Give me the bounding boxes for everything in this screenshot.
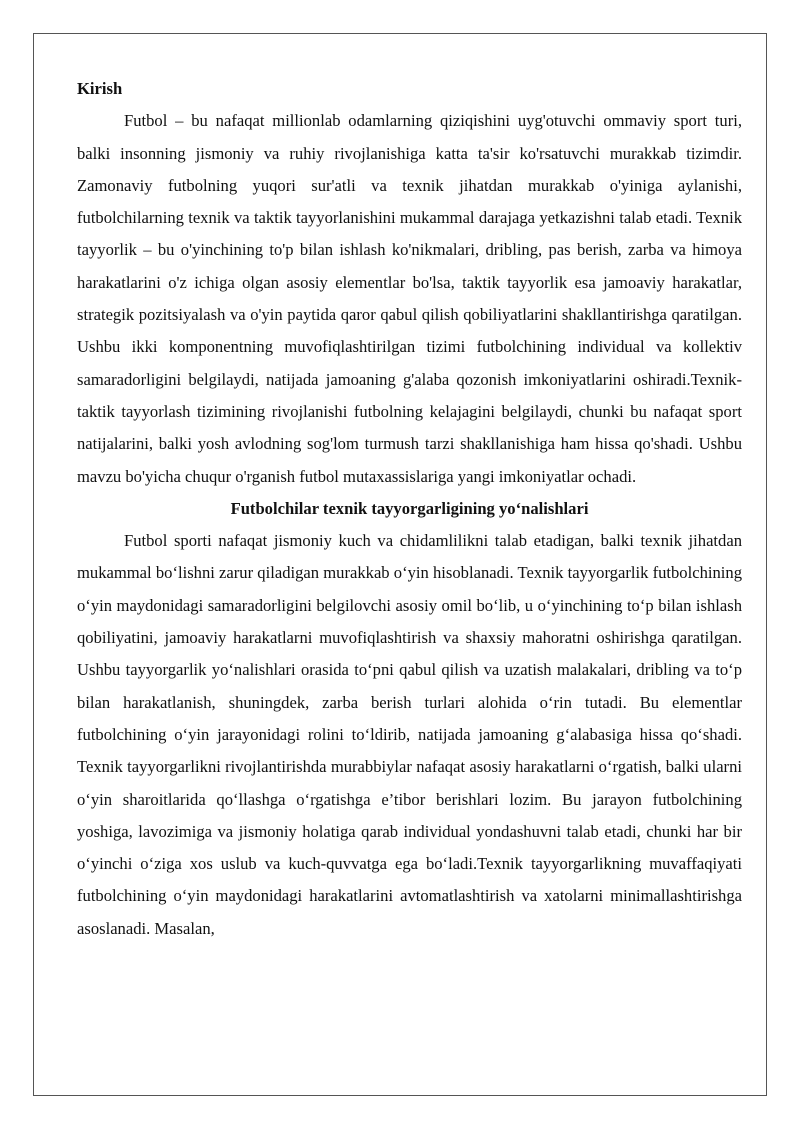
intro-paragraph: Futbol – bu nafaqat millionlab odamlarning qiziqishini uyg'otuvchi ommaviy sport turi, balki insonning jismoniy va ruhiy rivojlanishiga katta ta'sir ko'rsatuvchi murakkab tizimdir. Zamonaviy futbolning yuqori sur'atli va texnik jihatdan murakkab o'yiniga aylanishi, futbolchilarning texnik va taktik tayyorlanishini mukammal darajaga yetkazishni talab etadi. Texnik tayyorlik – bu o'yinchining to'p bilan ishlash ko'nikmalari, dribling, pas berish, zarba va himoya harakatlarini o'z ichiga olgan asosiy elementlar bo'lsa, taktik tayyorlik esa jamoaviy harakatlar, strategik pozitsiyalash va o'yin paytida qaror qabul qilish qobiliyatlarini shakllantirishga qaratilgan. Ushbu ikki komponentning muvofiqlashtirilgan tizimi futbolchining individual va kollektiv samaradorligini belgilaydi, natijada jamoaning g'alaba qozonish imkoniyatlarini oshiradi.Texnik-taktik tayyorlash tizimining rivojlanishi futbolning kelajagini belgilaydi, chunki bu nafaqat sport natijalarini, balki yosh avlodning sog'lom turmush tarzi shakllanishiga ham hissa qo'shadi. Ushbu mavzu bo'yicha chuqur o'rganish futbol mutaxassislariga yangi imkoniyatlar ochadi. [77, 111, 742, 486]
section-paragraph: Futbol sporti nafaqat jismoniy kuch va chidamlilikni talab etadigan, balki texnik jihatdan mukammal bo‘lishni zarur qiladigan murakkab o‘yin hisoblanadi. Texnik tayyorgarlik futbolchining o‘yin maydonidagi samaradorligini belgilovchi asosiy omil bo‘lib, u o‘yinchining to‘p bilan ishlash qobiliyatini, jamoaviy harakatlarni muvofiqlashtirish va shaxsiy mahoratni oshirishga qaratilgan. Ushbu tayyorgarlik yo‘nalishlari orasida to‘pni qabul qilish va uzatish malakalari, dribling va to‘p bilan harakatlanish, shuningdek, zarba berish turlari alohida o‘rin tutadi. Bu elementlar futbolchining o‘yin jarayonidagi rolini to‘ldirib, natijada jamoaning g‘alabasiga hissa qo‘shadi. Texnik tayyorgarlikni rivojlantirishda murabbiylar nafaqat asosiy harakatlarni o‘rgatish, balki ularni o‘yin sharoitlarida qo‘llashga o‘rgatishga e’tibor berishlari lozim. Bu jarayon futbolchining yoshiga, lavozimiga va jismoniy holatiga qarab individual yondashuvni talab etadi, chunki har bir o‘yinchi o‘ziga xos uslub va kuch-quvvatga ega bo‘ladi.Texnik tayyorgarlikning muvaffaqiyati futbolchining o‘yin maydonidagi harakatlarini avtomatlashtirish va xatolarni minimallashtirishga asoslanadi. Masalan, [77, 531, 742, 938]
section-heading: Futbolchilar texnik tayyorgarligining yo‘nalishlari [230, 498, 589, 518]
document-body [77, 73, 742, 945]
intro-heading: Kirish [77, 79, 123, 98]
